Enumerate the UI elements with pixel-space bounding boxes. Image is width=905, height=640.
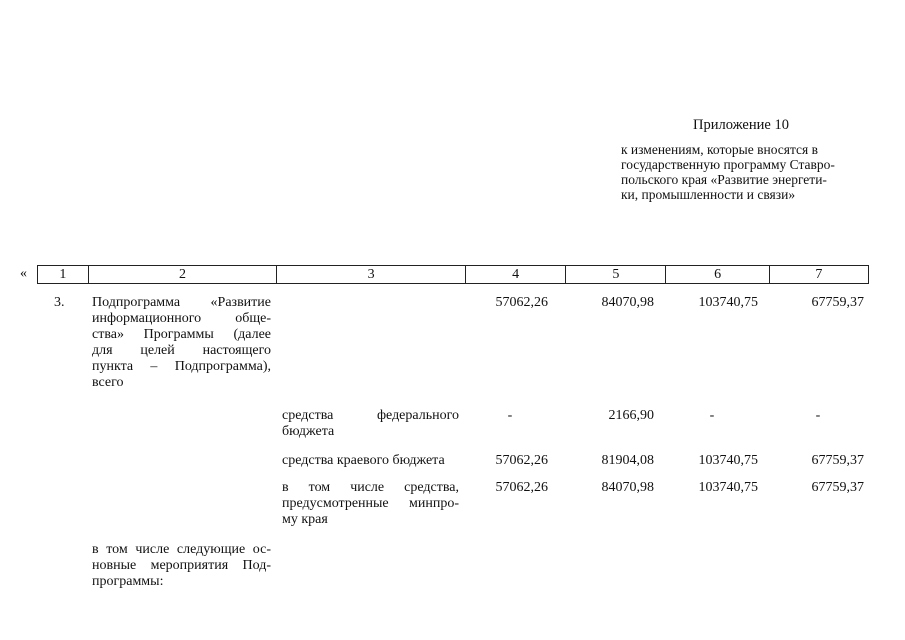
ministry-value-col5: 84070,98 — [601, 480, 654, 495]
funding-source-federal — [282, 408, 459, 440]
funding-source-line: предусмотренные минпро- — [282, 496, 459, 511]
appendix-line: к изменениям, которые вносятся в — [621, 142, 819, 157]
funding-source-line: в том числе средства, — [282, 480, 459, 495]
total-value-col4: 57062,26 — [495, 295, 548, 310]
subprogram-name-line: для целей настоящего — [92, 343, 271, 358]
column-header-4: 4 — [466, 266, 566, 283]
column-header-5: 5 — [566, 266, 666, 283]
ministry-value-col6: 103740,75 — [698, 480, 758, 495]
subprogram-name-line: Подпрограмма «Развитие — [92, 295, 271, 310]
total-value-col6: 103740,75 — [698, 295, 758, 310]
main-activities-line: в том числе следующие ос- — [92, 542, 271, 557]
funding-source-line: средства федерального — [282, 408, 459, 423]
subprogram-name-line: ства» Программы (далее — [92, 327, 271, 342]
main-activities-heading — [92, 542, 271, 590]
total-value-col5: 84070,98 — [601, 295, 654, 310]
column-header-7: 7 — [815, 267, 823, 282]
appendix-line: государственную программу Ставро- — [621, 157, 835, 172]
total-value-col7: 67759,37 — [811, 295, 864, 310]
ministry-value-col7: 67759,37 — [811, 480, 864, 495]
regional-value-col6: 103740,75 — [698, 453, 758, 468]
main-activities-line: программы: — [92, 574, 164, 589]
subprogram-name-line: информационного обще- — [92, 311, 271, 326]
row-number: 3. — [54, 295, 65, 310]
opening-quote: « — [20, 266, 27, 281]
federal-value-col6: - — [709, 408, 715, 423]
funding-source-line: бюджета — [282, 424, 335, 439]
funding-source-regional — [282, 453, 472, 469]
federal-value-col4: - — [507, 408, 513, 423]
subprogram-name-line: всего — [92, 375, 124, 390]
appendix-title: Приложение 10 — [693, 117, 789, 133]
ministry-value-col4: 57062,26 — [495, 480, 548, 495]
federal-value-col5: 2166,90 — [608, 408, 654, 423]
appendix-description — [621, 142, 867, 202]
column-header-6: 6 — [666, 266, 769, 283]
appendix-line: польского края «Развитие энергети- — [621, 172, 827, 187]
subprogram-name-line: пункта – Подпрограмма), — [92, 359, 271, 374]
table-header-row — [37, 265, 869, 284]
regional-value-col7: 67759,37 — [811, 453, 864, 468]
funding-source-line: му края — [282, 512, 328, 527]
main-activities-line: новные мероприятия Под- — [92, 558, 271, 573]
federal-value-col7: - — [815, 408, 821, 423]
funding-source-line: средства краевого бюджета — [282, 453, 445, 468]
regional-value-col5: 81904,08 — [601, 453, 654, 468]
column-header-2: 2 — [89, 266, 278, 283]
regional-value-col4: 57062,26 — [495, 453, 548, 468]
subprogram-name — [92, 295, 271, 391]
funding-source-ministry — [282, 480, 459, 528]
column-header-1: 1 — [38, 266, 89, 283]
appendix-line: ки, промышленности и связи» — [621, 187, 796, 202]
column-header-3: 3 — [277, 266, 466, 283]
